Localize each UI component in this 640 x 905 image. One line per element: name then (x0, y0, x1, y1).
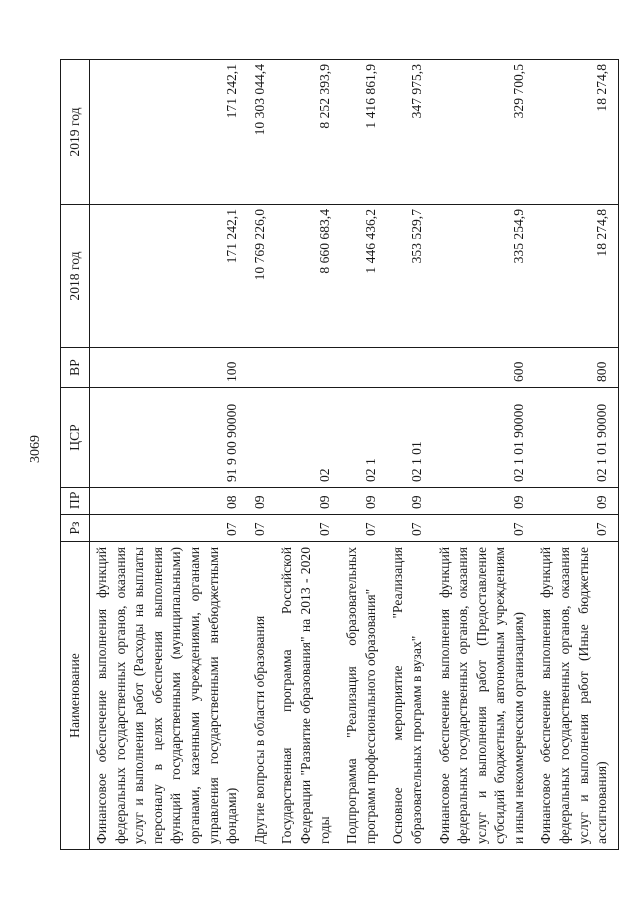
table-header-row (61, 60, 90, 850)
row-2019: 171 242,1 (90, 60, 248, 205)
row-2018: 1 446 436,2 (340, 205, 386, 348)
table-row (534, 60, 618, 850)
table-row (340, 60, 386, 850)
row-2019: 18 274,8 (534, 60, 618, 205)
row-csr: 02 1 01 90000 (433, 388, 535, 488)
row-vr: 800 (534, 348, 618, 388)
row-2019: 10 303 044,4 (248, 60, 276, 205)
row-csr (248, 388, 276, 488)
row-rz: 07 (534, 515, 618, 542)
row-pr: 09 (534, 488, 618, 515)
row-2019: 347 975,3 (386, 60, 432, 205)
row-2019: 329 700,5 (433, 60, 535, 205)
header-2019: 2019 год (61, 60, 90, 205)
page-number: 3069 (28, 435, 43, 463)
row-name: Другие вопросы в области образования (248, 542, 276, 850)
row-rz: 07 (90, 515, 248, 542)
row-pr: 09 (386, 488, 432, 515)
row-name: Финансовое обеспечение выполнения функций федеральных государственных органов, оказания услуг и выполнения работ (Предоставление субсидий бюджетным, автономным учреждениям и иным некоммерческим организациям) (433, 542, 535, 850)
budget-table-container (60, 60, 610, 850)
row-vr (248, 348, 276, 388)
row-name: Финансовое обеспечение выполнения функций федеральных государственных органов, оказания услуг и выполнения работ (Иные бюджетные ассигнования) (534, 542, 618, 850)
row-csr: 91 9 00 90000 (90, 388, 248, 488)
table-row (248, 60, 276, 850)
row-csr: 02 1 01 90000 (534, 388, 618, 488)
row-pr: 09 (433, 488, 535, 515)
row-name: Финансовое обеспечение выполнения функций федеральных государственных органов, оказания услуг и выполнения работ (Расходы на выплаты персоналу в целях обеспечения выполнения функций государственными (муниципальными) органами, казенными учреждениями, органами управления государственными внебюджетными фондами) (90, 542, 248, 850)
row-2019: 8 252 393,9 (275, 60, 340, 205)
budget-table (60, 59, 619, 850)
row-pr: 09 (340, 488, 386, 515)
row-name: Подпрограмма "Реализация образовательных программ профессионального образования" (340, 542, 386, 850)
row-pr: 08 (90, 488, 248, 515)
header-2018: 2018 год (61, 205, 90, 348)
row-name: Государственная программа Российской Федерации "Развитие образования" на 2013 - 2020 годы (275, 542, 340, 850)
row-csr: 02 (275, 388, 340, 488)
row-pr: 09 (275, 488, 340, 515)
row-pr: 09 (248, 488, 276, 515)
row-vr (275, 348, 340, 388)
table-row (90, 60, 248, 850)
row-name: Основное мероприятие "Реализация образовательных программ в вузах" (386, 542, 432, 850)
row-vr (386, 348, 432, 388)
header-rz: Рз (61, 515, 90, 542)
row-rz: 07 (433, 515, 535, 542)
row-vr: 100 (90, 348, 248, 388)
row-2018: 10 769 226,0 (248, 205, 276, 348)
row-rz: 07 (275, 515, 340, 542)
row-rz: 07 (386, 515, 432, 542)
row-vr (340, 348, 386, 388)
row-rz: 07 (248, 515, 276, 542)
header-pr: ПР (61, 488, 90, 515)
table-row (433, 60, 535, 850)
row-csr: 02 1 01 (386, 388, 432, 488)
header-vr: ВР (61, 348, 90, 388)
row-rz: 07 (340, 515, 386, 542)
row-csr: 02 1 (340, 388, 386, 488)
header-csr: ЦСР (61, 388, 90, 488)
row-2018: 353 529,7 (386, 205, 432, 348)
table-row (275, 60, 340, 850)
row-2018: 18 274,8 (534, 205, 618, 348)
row-2018: 171 242,1 (90, 205, 248, 348)
header-name: Наименование (61, 542, 90, 850)
row-2018: 335 254,9 (433, 205, 535, 348)
row-vr: 600 (433, 348, 535, 388)
table-row (386, 60, 432, 850)
row-2019: 1 416 861,9 (340, 60, 386, 205)
row-2018: 8 660 683,4 (275, 205, 340, 348)
